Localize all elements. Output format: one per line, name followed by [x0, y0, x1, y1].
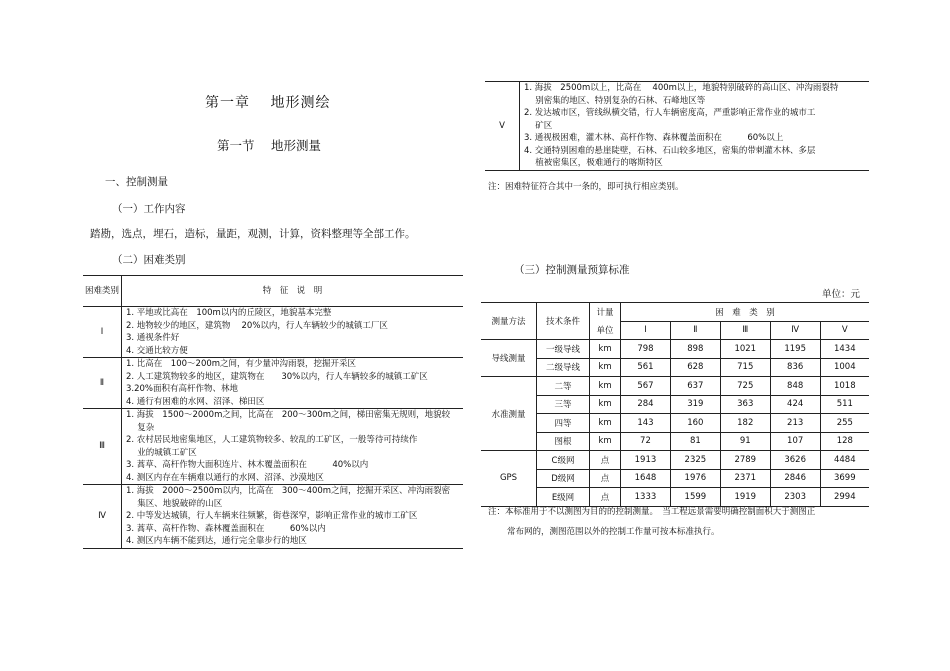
budget-row: [481, 340, 869, 359]
heading-control-survey: 一、控制测量: [105, 176, 168, 188]
price-cell: 182: [720, 414, 770, 433]
description-line: 2. 人工建筑物较多的地区，建筑物在 30%以内，行人车辆较多的城镇工矿区: [126, 371, 428, 382]
unit-cell: km: [590, 395, 621, 414]
price-cell: 836: [770, 358, 820, 377]
description-line: 复杂: [126, 422, 155, 433]
difficulty-row: [83, 307, 463, 358]
price-cell: 715: [720, 358, 770, 377]
description-line: 矿区: [524, 120, 553, 131]
budget-table: [481, 302, 869, 507]
description-line: 2. 中等发达城镇，行人车辆来往频繁，街巷深窄，影响正常作业的城市工矿区: [126, 511, 418, 521]
price-cell: 798: [621, 340, 671, 359]
price-cell: 2303: [770, 488, 820, 507]
tech-cell: E级网: [537, 488, 590, 507]
unit-cell: km: [590, 414, 621, 433]
difficulty-table-part2: [485, 81, 869, 171]
description-line: 3. 蒿草、高杆作物、森林覆盖面积在 60%以内: [126, 523, 326, 534]
price-cell: 511: [820, 395, 869, 414]
unit-cell: km: [590, 377, 621, 396]
unit-cell: 点: [590, 488, 621, 507]
header-tech: 技术条件: [537, 303, 590, 340]
price-cell: 725: [720, 377, 770, 396]
tech-cell: 图根: [537, 432, 590, 451]
header-level: Ⅱ: [670, 321, 720, 340]
description-line: 别密集的地区、特别复杂的石林、石峰地区等: [524, 95, 706, 106]
budget-row: [481, 377, 869, 396]
budget-header-row1: [481, 303, 869, 322]
difficulty-description: [122, 307, 464, 358]
budget-row: [481, 451, 869, 470]
budget-row: [481, 432, 869, 451]
price-cell: 1021: [720, 340, 770, 359]
heading-budget-standard: （三）控制测量预算标准: [514, 264, 630, 276]
description-line: 1. 比高在 100～200m之间，有少量冲沟雨裂，挖掘开采区: [126, 359, 357, 369]
description-line: 4. 交通比较方便: [126, 345, 188, 356]
description-line: 3. 通视极困难，灌木林、高杆作物、森林覆盖面积在 60%以上: [524, 133, 784, 143]
description-line: 集区、地貌破碎的山区: [126, 498, 223, 509]
price-cell: 848: [770, 377, 820, 396]
price-cell: 561: [621, 358, 671, 377]
difficulty-row: [83, 358, 463, 409]
difficulty-level: Ⅲ: [83, 409, 122, 485]
description-line: 2. 农村居民地密集地区，人工建筑物较多、较乱的工矿区，一般等待可持续作: [126, 435, 418, 445]
description-line: 业的城镇工矿区: [126, 447, 197, 458]
price-cell: 255: [820, 414, 869, 433]
description-line: 1. 海拔 1500～2000m之间，比高在 200～300m之间，梯田密集无规则，地貌较: [126, 410, 451, 420]
difficulty-row: [83, 409, 463, 485]
section-title: 第一节 地形测量: [217, 138, 321, 153]
heading-work-content: （一）工作内容: [112, 203, 186, 215]
price-cell: 1333: [621, 488, 671, 507]
unit-cell: km: [590, 340, 621, 359]
price-cell: 637: [670, 377, 720, 396]
description-line: 1. 平地或比高在 100m以内的丘陵区，地貌基本完整: [126, 308, 332, 318]
description-line: 3.20%面积有高杆作物、林地: [126, 384, 239, 394]
price-cell: 2325: [670, 451, 720, 470]
unit-cell: km: [590, 432, 621, 451]
header-level: Ⅴ: [820, 321, 869, 340]
price-cell: 1648: [621, 469, 671, 488]
price-cell: 213: [770, 414, 820, 433]
price-cell: 1004: [820, 358, 869, 377]
price-cell: 2371: [720, 469, 770, 488]
difficulty-header-row: [83, 276, 463, 307]
price-cell: 1018: [820, 377, 869, 396]
price-cell: 1195: [770, 340, 820, 359]
price-cell: 363: [720, 395, 770, 414]
tech-cell: 二级导线: [537, 358, 590, 377]
unit-label: 单位：元: [822, 289, 861, 300]
description-line: 1. 海拔 2000～2500m以内，比高在 300～400m之间，挖掘开采区、冲沟雨裂密: [126, 486, 451, 496]
difficulty-row: [485, 82, 869, 171]
difficulty-row: [83, 485, 463, 549]
difficulty-description: [122, 409, 464, 485]
header-unit: 单位: [590, 321, 621, 340]
header-description: 特 征 说 明: [262, 285, 323, 296]
description-line: 3. 蒿草、高杆作物大面积连片、林木覆盖面积在 40%以内: [126, 460, 369, 470]
unit-cell: 点: [590, 451, 621, 470]
description-line: 植被密集区，极难通行的喀斯特区: [524, 158, 663, 168]
difficulty-level: Ⅳ: [83, 485, 122, 549]
tech-cell: 二等: [537, 377, 590, 396]
difficulty-description: [122, 485, 464, 549]
price-cell: 628: [670, 358, 720, 377]
price-cell: 81: [670, 432, 720, 451]
header-level: Ⅳ: [770, 321, 820, 340]
price-cell: 567: [621, 377, 671, 396]
difficulty-description: [520, 82, 870, 171]
method-cell: 导线测量: [481, 340, 537, 377]
price-cell: 143: [621, 414, 671, 433]
description-line: 4. 交通特别困难的悬崖陡壁，石林、石山较多地区，密集的带刺灌木林、多层: [524, 145, 816, 156]
tech-cell: 三等: [537, 395, 590, 414]
difficulty-level: Ⅴ: [485, 82, 520, 171]
description-line: 2. 发达城市区，管线纵横交错，行人车辆密度高，严重影响正常作业的城市工: [524, 108, 816, 118]
description-line: 4. 测区内车辆不能到达，通行完全靠步行的地区: [126, 536, 307, 546]
chapter-title: 第一章 地形测绘: [205, 95, 331, 111]
tech-cell: 四等: [537, 414, 590, 433]
budget-row: [481, 469, 869, 488]
method-cell: 水准测量: [481, 377, 537, 451]
budget-note-line2: 常布网的，测图范围以外的控制工作量可按本标准执行。: [507, 527, 720, 537]
price-cell: 1976: [670, 469, 720, 488]
price-cell: 2789: [720, 451, 770, 470]
unit-cell: km: [590, 358, 621, 377]
description-line: 4. 通行有困难的水网、沼泽、梯田区: [126, 396, 265, 407]
header-measure: 计量: [590, 303, 621, 322]
tech-cell: D级网: [537, 469, 590, 488]
tech-cell: 一级导线: [537, 340, 590, 359]
heading-difficulty-class: （二）困难类别: [112, 254, 186, 266]
difficulty-level: Ⅰ: [83, 307, 122, 358]
unit-cell: 点: [590, 469, 621, 488]
difficulty-level: Ⅱ: [83, 358, 122, 409]
tech-cell: C级网: [537, 451, 590, 470]
budget-row: [481, 414, 869, 433]
price-cell: 1919: [720, 488, 770, 507]
price-cell: 319: [670, 395, 720, 414]
budget-row: [481, 488, 869, 507]
budget-row: [481, 358, 869, 377]
header-level: 困难类别: [83, 276, 122, 307]
price-cell: 424: [770, 395, 820, 414]
price-cell: 160: [670, 414, 720, 433]
price-cell: 1434: [820, 340, 869, 359]
price-cell: 72: [621, 432, 671, 451]
description-line: 4. 测区内存在车辆难以通行的水网、沼泽、沙漠地区: [126, 472, 324, 483]
price-cell: 3626: [770, 451, 820, 470]
header-difficulty: 困 难 类 别: [621, 303, 870, 322]
description-line: 2. 地物较少的地区，建筑物 20%以内，行人车辆较少的城镇工厂区: [126, 320, 388, 331]
header-level: Ⅰ: [621, 321, 671, 340]
price-cell: 284: [621, 395, 671, 414]
price-cell: 2994: [820, 488, 869, 507]
price-cell: 3699: [820, 469, 869, 488]
price-cell: 898: [670, 340, 720, 359]
difficulty-description: [122, 358, 464, 409]
price-cell: 107: [770, 432, 820, 451]
difficulty-table-part1: [83, 275, 463, 549]
budget-note-line1: 注：本标准用于不以测图为目的的控制测量。 当工程远景需要明确控制面积大于测图正: [488, 507, 816, 517]
description-line: 1. 海拔 2500m以上，比高在 400m以上，地貌特别破碎的高山区、冲沟雨裂特: [524, 83, 839, 93]
header-method: 测量方法: [491, 317, 526, 327]
price-cell: 128: [820, 432, 869, 451]
work-content-text: 踏勘，选点，埋石，造标，量距，观测，计算，资料整理等全部工作。: [90, 228, 416, 240]
header-level: Ⅲ: [720, 321, 770, 340]
description-line: 3. 通视条件好: [126, 333, 180, 343]
price-cell: 2846: [770, 469, 820, 488]
difficulty-note: 注：困难特征符合其中一条的，即可执行相应类别。: [488, 182, 684, 192]
price-cell: 4484: [820, 451, 869, 470]
method-cell: GPS: [481, 451, 537, 507]
budget-row: [481, 395, 869, 414]
price-cell: 1599: [670, 488, 720, 507]
price-cell: 1913: [621, 451, 671, 470]
price-cell: 91: [720, 432, 770, 451]
